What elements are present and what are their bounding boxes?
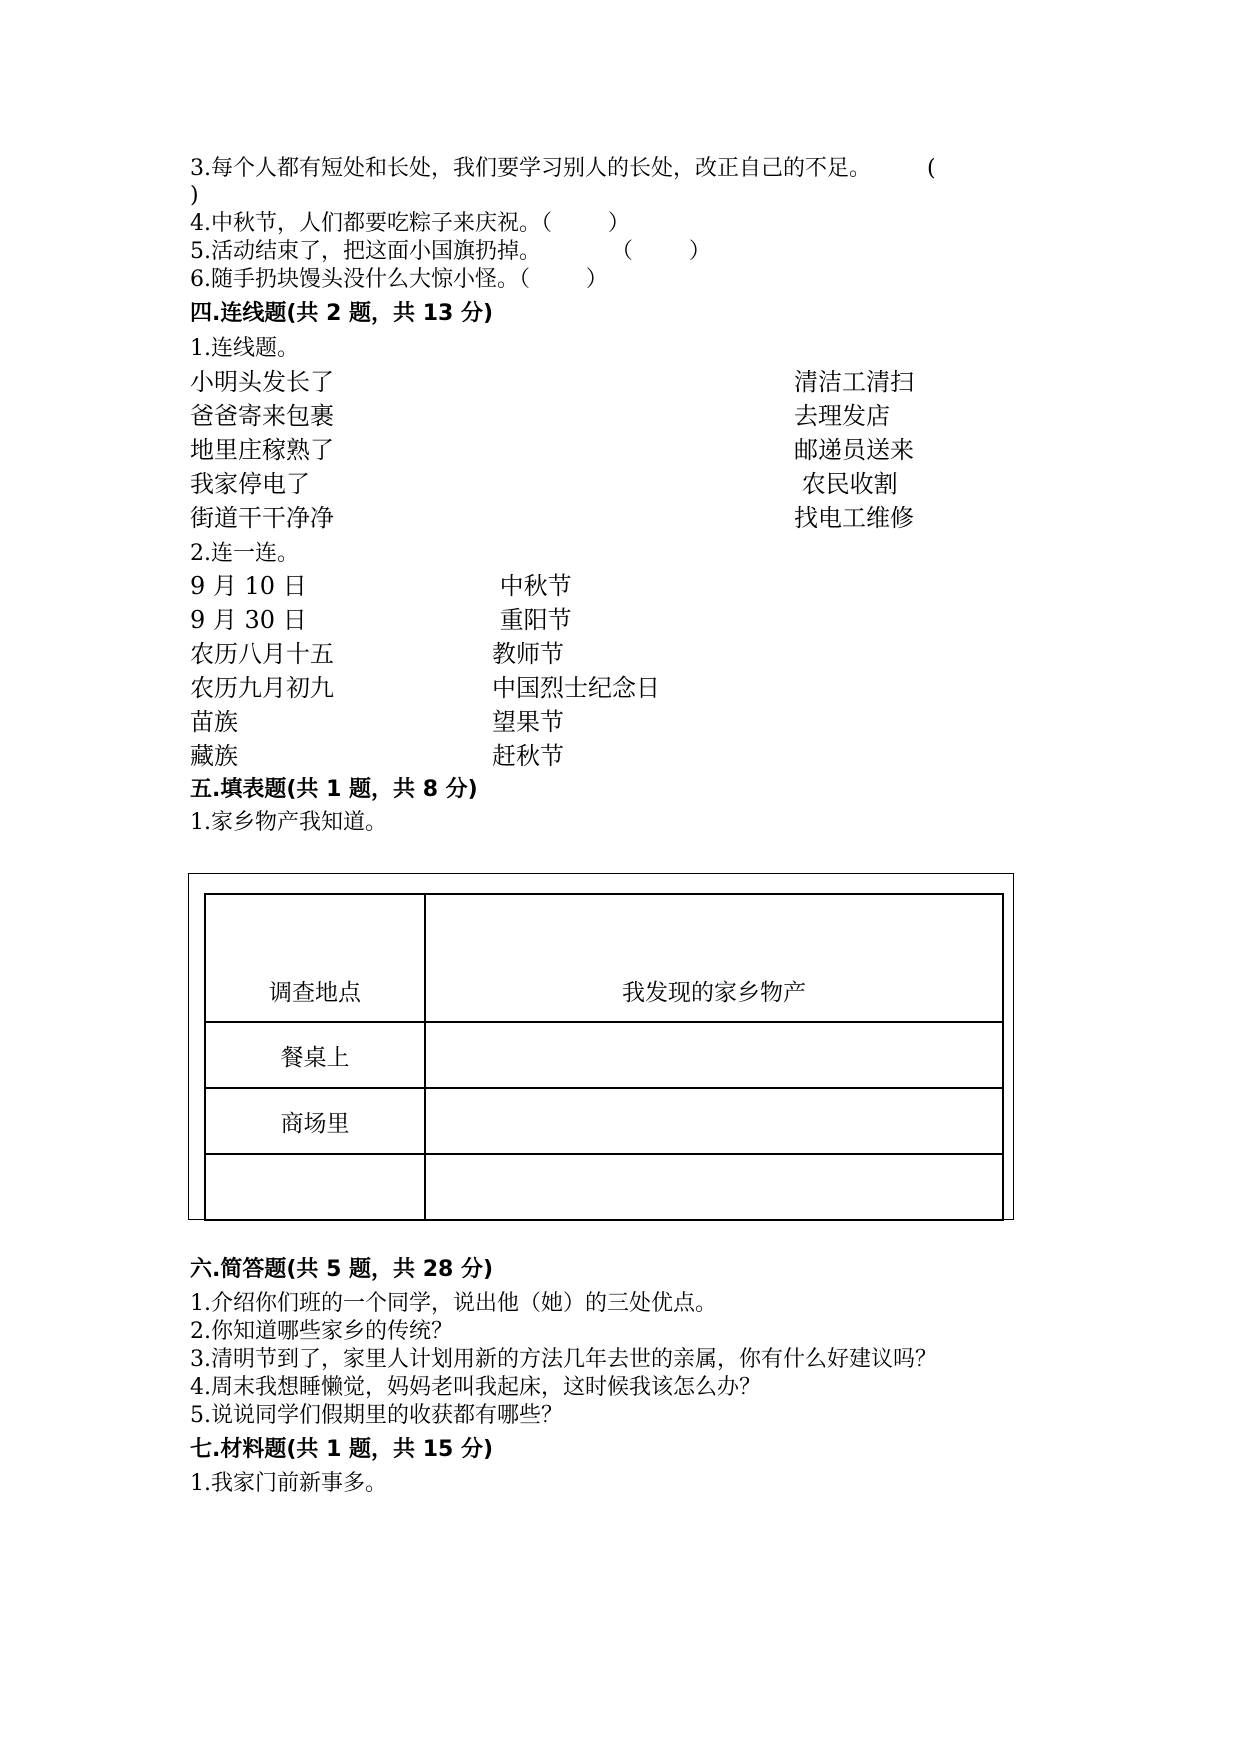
matching-q2-right-4: 中国烈士纪念日 — [492, 674, 660, 702]
table-header-products: 我发现的家乡物产 — [425, 894, 1003, 1022]
table-cell-products[interactable] — [425, 1154, 1003, 1220]
matching-q1-left-3: 地里庄稼熟了 — [190, 436, 334, 464]
table-cell-products[interactable] — [425, 1022, 1003, 1088]
matching-q1-label: 1.连线题。 — [190, 336, 299, 361]
material-q1-label: 1.我家门前新事多。 — [190, 1471, 387, 1496]
matching-q2-left-2: 9 月 30 日 — [190, 606, 307, 634]
table-row — [205, 1022, 1003, 1088]
judgement-item-6: 6.随手扔块馒头没什么大惊小怪。（ ） — [190, 267, 608, 292]
fill-table-q1-label: 1.家乡物产我知道。 — [190, 810, 387, 835]
judgement-item-4: 4.中秋节，人们都要吃粽子来庆祝。（ ） — [190, 211, 630, 236]
matching-q2-right-2: 重阳节 — [492, 606, 572, 634]
matching-q2-right-6: 赶秋节 — [492, 742, 564, 770]
judgement-item-5: 5.活动结束了，把这面小国旗扔掉。 （ ） — [190, 239, 711, 264]
matching-q2-left-5: 苗族 — [190, 708, 238, 736]
section-6-title: 六.简答题(共 5 题，共 28 分) — [190, 1257, 494, 1282]
matching-q1-right-5: 找电工维修 — [794, 504, 914, 532]
table-cell-location: 餐桌上 — [205, 1022, 425, 1088]
matching-q1-right-2: 去理发店 — [794, 402, 890, 430]
matching-q2-right-1: 中秋节 — [492, 572, 572, 600]
table-row — [205, 1088, 1003, 1154]
table-row — [205, 1154, 1003, 1220]
matching-q2-left-3: 农历八月十五 — [190, 640, 334, 668]
matching-q1-left-1: 小明头发长了 — [190, 368, 334, 396]
table-header-row — [205, 894, 1003, 1022]
short-answer-item-2: 2.你知道哪些家乡的传统？ — [190, 1319, 453, 1344]
table-cell-location[interactable] — [205, 1154, 425, 1220]
table-header-location: 调查地点 — [205, 894, 425, 1022]
table-cell-location: 商场里 — [205, 1088, 425, 1154]
matching-q1-left-2: 爸爸寄来包裹 — [190, 402, 334, 430]
matching-q2-left-6: 藏族 — [190, 742, 238, 770]
matching-q1-left-5: 街道干干净净 — [190, 504, 334, 532]
section-4-title: 四.连线题(共 2 题，共 13 分) — [190, 301, 494, 326]
short-answer-item-5: 5.说说同学们假期里的收获都有哪些？ — [190, 1403, 563, 1428]
matching-q2-right-5: 望果节 — [492, 708, 564, 736]
survey-table — [204, 893, 1004, 1221]
judgement-item-3: 3.每个人都有短处和长处，我们要学习别人的长处，改正自己的不足。 ( — [190, 156, 936, 181]
short-answer-item-1: 1.介绍你们班的一个同学，说出他（她）的三处优点。 — [190, 1291, 717, 1316]
section-7-title: 七.材料题(共 1 题，共 15 分) — [190, 1437, 494, 1462]
short-answer-item-4: 4.周末我想睡懒觉，妈妈老叫我起床，这时候我该怎么办？ — [190, 1375, 761, 1400]
matching-q1-left-4: 我家停电了 — [190, 470, 310, 498]
matching-q1-right-4: 农民收割 — [794, 470, 898, 498]
matching-q1-right-3: 邮递员送来 — [794, 436, 914, 464]
section-5-title: 五.填表题(共 1 题，共 8 分) — [190, 777, 478, 802]
matching-q2-left-1: 9 月 10 日 — [190, 572, 307, 600]
matching-q1-right-1: 清洁工清扫 — [794, 368, 914, 396]
matching-q2-right-3: 教师节 — [492, 640, 564, 668]
short-answer-item-3: 3.清明节到了，家里人计划用新的方法几年去世的亲属，你有什么好建议吗？ — [190, 1347, 937, 1372]
judgement-item-3-cont: ) — [190, 183, 199, 208]
table-cell-products[interactable] — [425, 1088, 1003, 1154]
matching-q2-label: 2.连一连。 — [190, 541, 299, 566]
matching-q2-left-4: 农历九月初九 — [190, 674, 334, 702]
